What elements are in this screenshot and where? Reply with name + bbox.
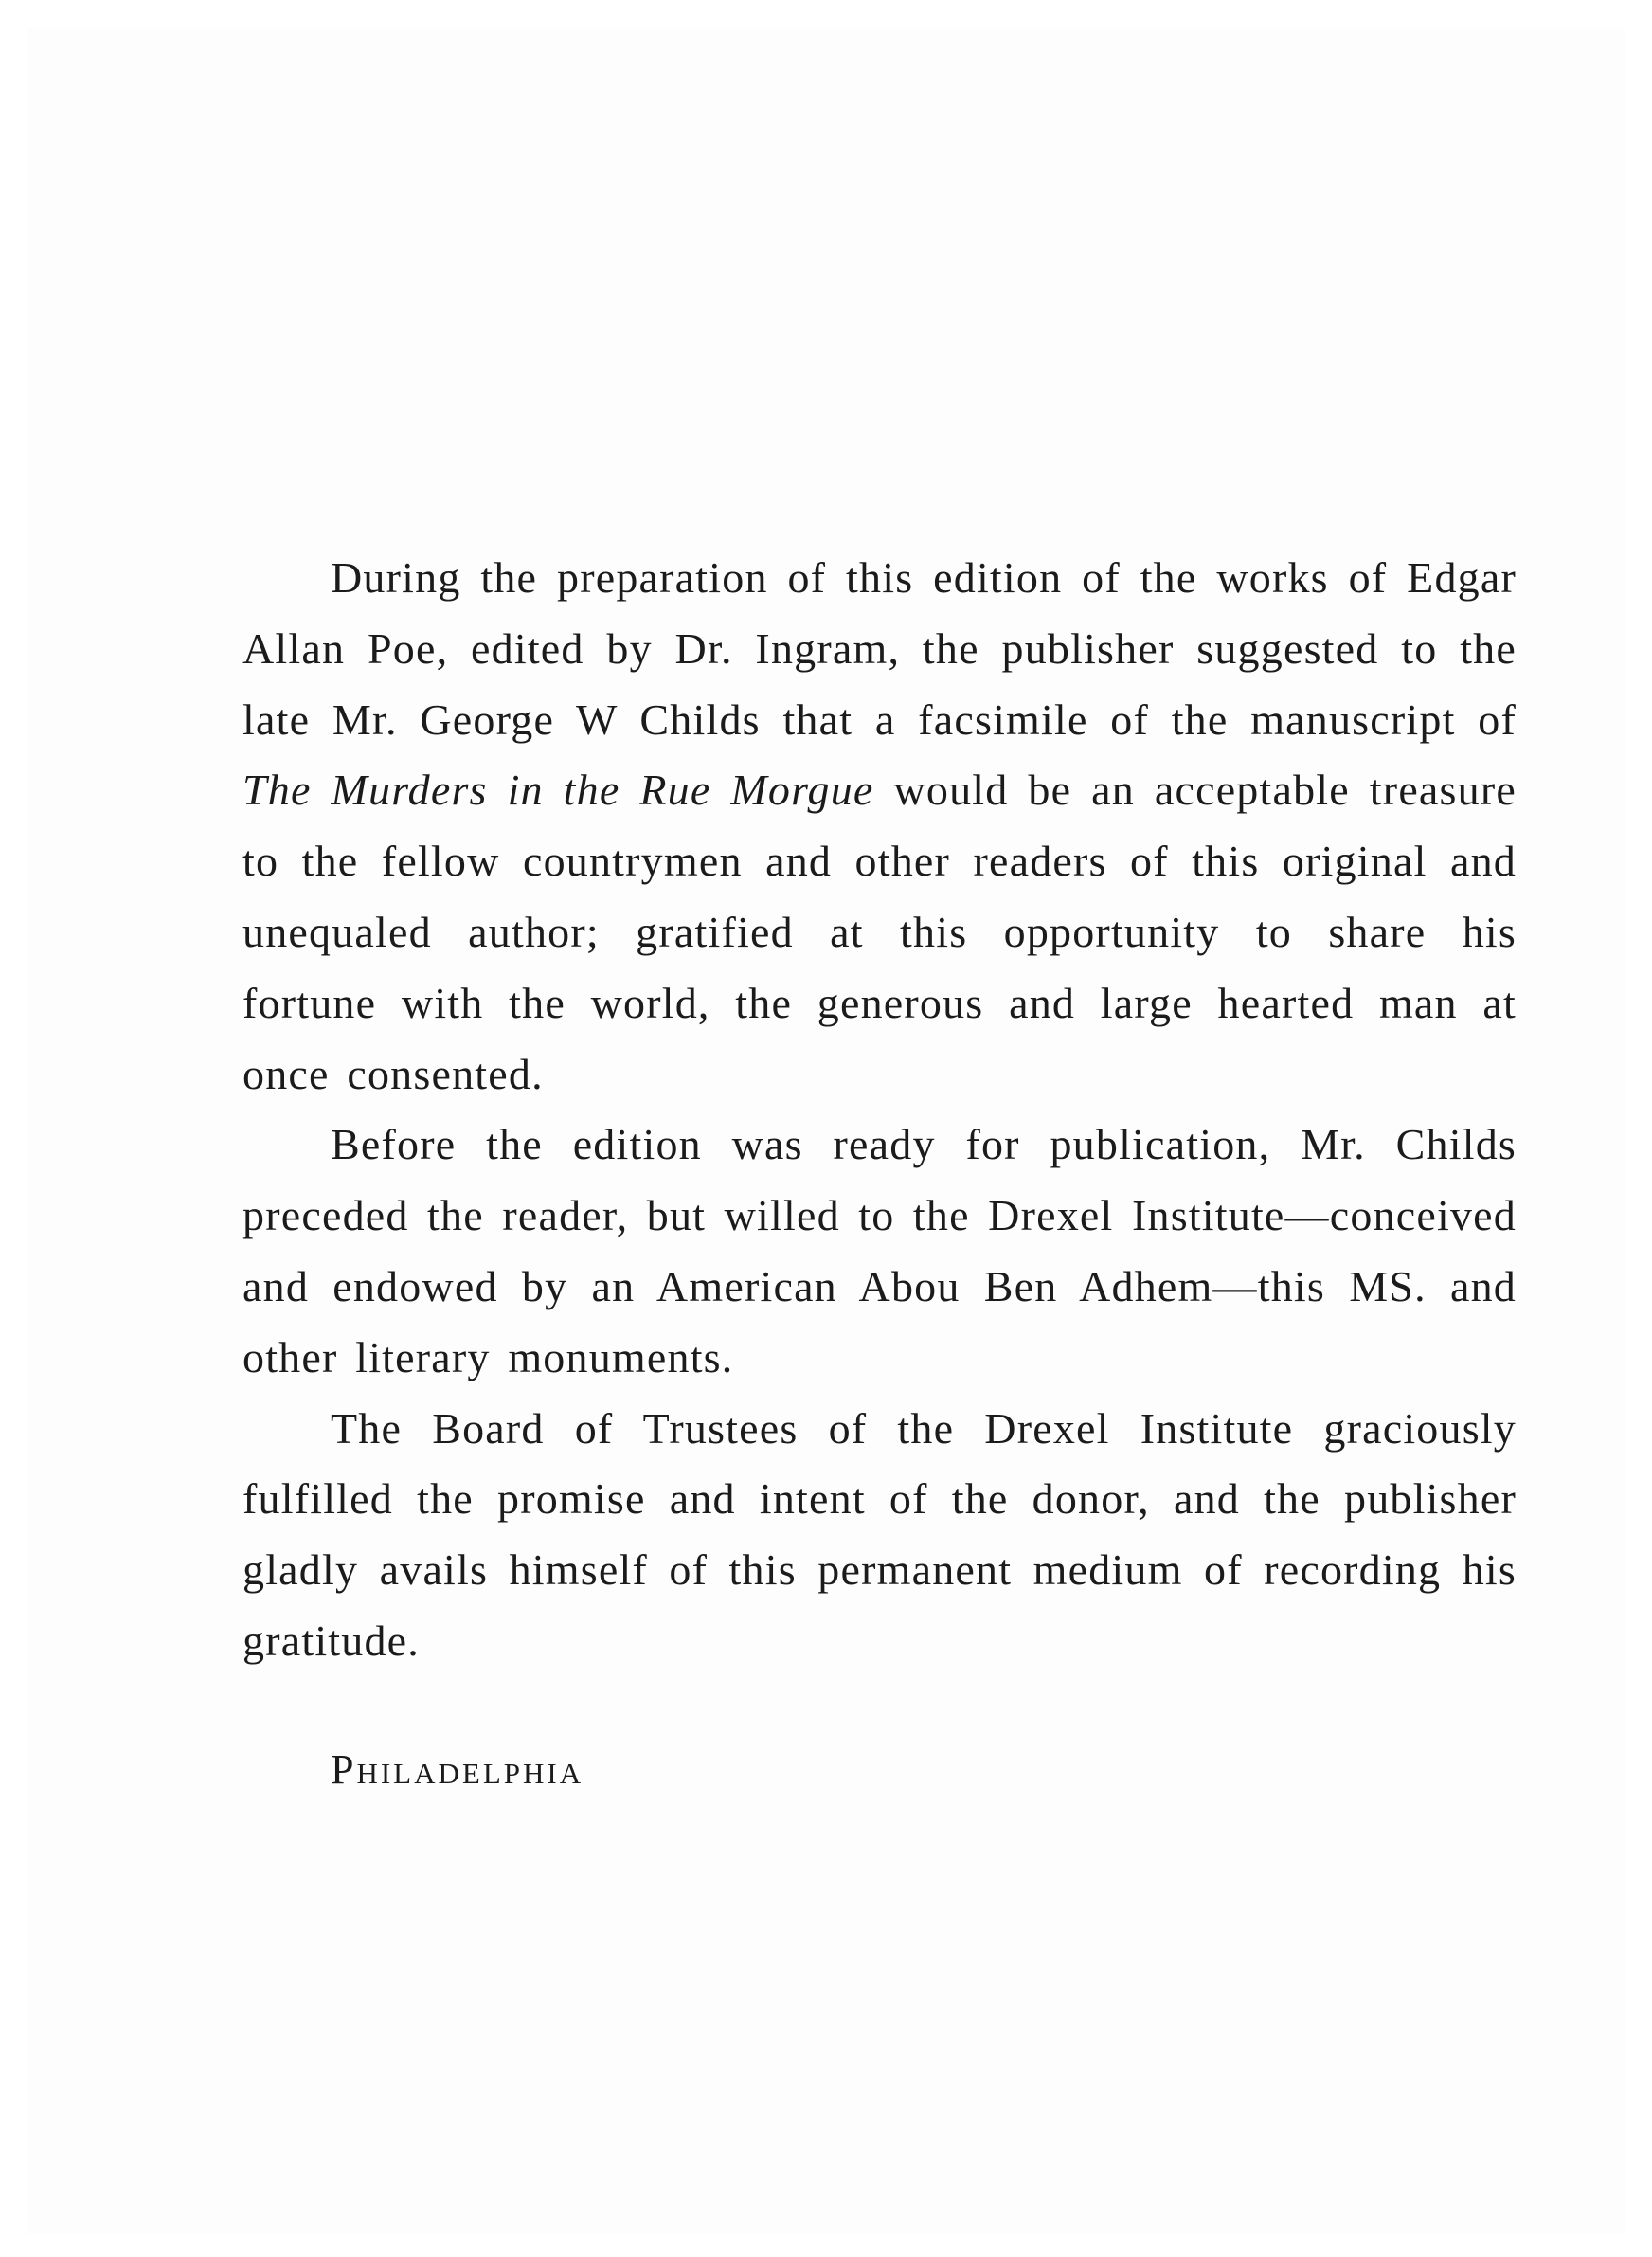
dedication-text xyxy=(242,543,1517,1806)
book-page xyxy=(27,27,1625,2234)
paragraph-gratitude: The Board of Trustees of the Drexel Institute graciously fulfilled the promise and intent of the donor, and the publisher gladly avails himself of this permanent medium of recording his gratitude. xyxy=(242,1403,1517,1665)
paragraph-preparation-end: would be an acceptable treasure to the fellow countrymen and other readers of this original and unequaled author; gratified at this opportunity to share his fortune with the world, the generous and large hearted man at once consented. xyxy=(242,766,1517,1098)
place-line: Philadelphia xyxy=(331,1745,584,1793)
paragraph-bequest: Before the edition was ready for publication, Mr. Childs preceded the reader, but willed to the Drexel Institute—conceived and endowed by an American Abou Ben Adhem—this MS. and other literary monuments. xyxy=(242,1120,1517,1381)
manuscript-title: The Murders in the Rue Morgue xyxy=(242,766,874,815)
paragraph-preparation xyxy=(242,543,1517,1110)
paragraph-preparation-start: During the preparation of this edition of the works of Edgar Allan Poe, edited by Dr. Ingram, the publisher suggested to the late Mr. George W Childs that a facsimile of the manuscript of xyxy=(242,553,1517,744)
